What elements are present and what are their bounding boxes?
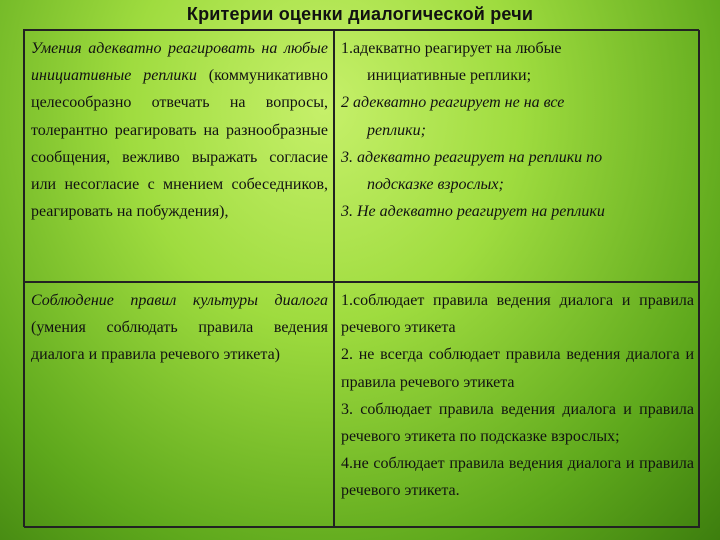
level-item: 3. соблюдает правила ведения диалога и правила речевого этикета по подсказке взрослых; [341,400,694,446]
levels-cell-dialog-culture [334,282,700,528]
level-item-continuation: инициативные реплики; [367,67,532,85]
level-item: 4.не соблюдает правила ведения диалога и правила речевого этикета. [341,455,694,500]
skill-cell-dialog-culture [24,282,334,528]
skill-title: Умения адекватно реагировать на любые инициативные реплики [31,40,328,85]
skill-cell-dialog-response [24,30,334,282]
level-item: 1.соблюдает правила ведения диалога и правила речевого этикета [341,292,694,337]
level-item: 1.адекватно реагирует на любые [341,40,562,57]
level-item: 3. адекватно реагирует на реплики по [341,148,603,166]
level-item-continuation: реплики; [367,121,426,139]
level-item-continuation: подсказке взрослых; [367,176,504,194]
page-title: Критерии оценки диалогической речи [186,4,534,24]
level-item: 3. Не адекватно реагирует на реплики [341,203,605,221]
skill-description: (умения соблюдать правила ведения диалога и правила речевого этикета) [31,319,328,364]
skill-description: (коммуникативно целесообразно отвечать на вопросы, толерантно реагировать на разнообразные сообщения, вежливо выражать согласие или несогласие с мнением собеседников, реагировать на побуждения), [31,67,328,221]
skill-title: Соблюдение правил культуры диалога [31,292,328,309]
levels-cell-dialog-response [334,30,700,282]
level-item: 2. не всегда соблюдает правила ведения диалога и правила речевого этикета [341,346,694,391]
criteria-table [23,29,699,527]
level-item: 2 адекватно реагирует не на все [341,94,565,112]
